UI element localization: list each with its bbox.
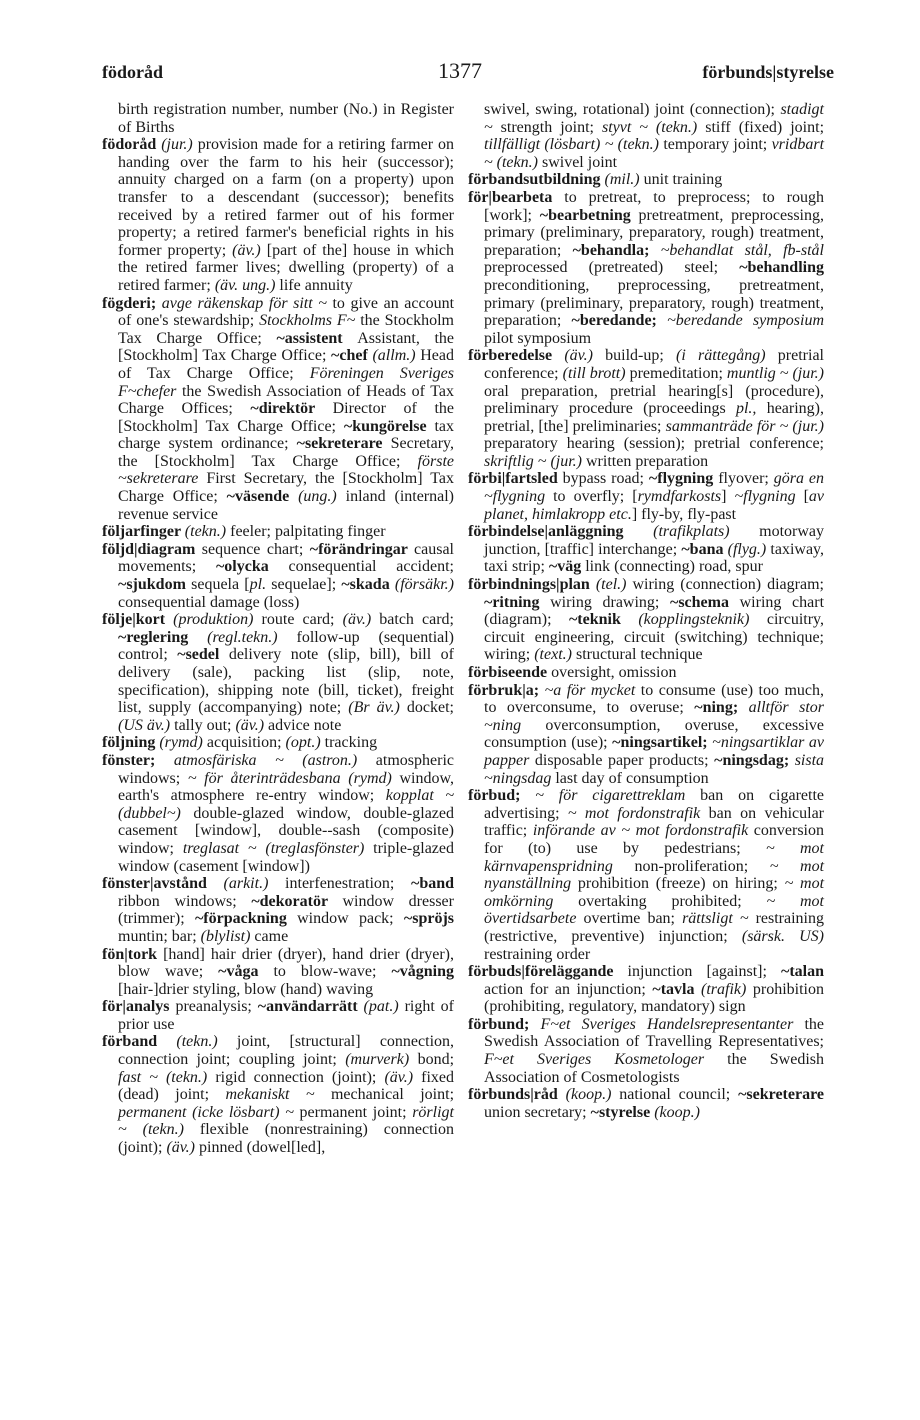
entry-text: advice note bbox=[268, 716, 342, 734]
entry-headword: ~sekreterare bbox=[296, 435, 391, 453]
entry-label: avge räkenskap för sitt ~ bbox=[161, 294, 333, 312]
entry-label: sammanträde för ~ (jur.) bbox=[665, 417, 824, 435]
entry-headword: förbiseende bbox=[468, 664, 552, 681]
entry-headword: förband bbox=[102, 1033, 177, 1051]
entry-text: route card; bbox=[261, 611, 343, 629]
entry-text: triple-glazed window (casement [window]) bbox=[118, 839, 454, 875]
entry-text: Secretary, the [Stockholm] Tax Charge Office; bbox=[118, 435, 455, 470]
entry-label: (tel.) bbox=[595, 576, 633, 594]
entry-text: Assistant, the [Stockholm] Tax Charge Office; bbox=[118, 329, 455, 365]
dictionary-entry bbox=[468, 664, 824, 682]
entry-text: taxiway, taxi strip; bbox=[484, 540, 824, 576]
entry-headword: ~förpackning bbox=[194, 910, 298, 928]
entry-headword: ~direktör bbox=[250, 400, 333, 418]
entry-text: strength joint; bbox=[500, 118, 602, 136]
entry-headword: ~olycka bbox=[215, 558, 289, 576]
dictionary-entry bbox=[468, 347, 824, 470]
entry-text: swivel, swing, rotational) joint (connection); bbox=[484, 101, 781, 118]
entry-text: pretrial conference; bbox=[484, 347, 824, 382]
entry-text: preprocessed (pretreated) steel; bbox=[484, 259, 740, 277]
dictionary-entry bbox=[102, 875, 454, 945]
entry-label: skriftlig ~ (jur.) bbox=[484, 452, 586, 470]
entry-text: link (connecting) road, spur bbox=[585, 558, 763, 576]
entry-label: (tekn.) bbox=[184, 523, 231, 541]
entry-label: muntlig ~ (jur.) bbox=[726, 364, 824, 382]
entry-text: [part of the] house in which the retired farmer lives; dwelling (property) of a retired farmer; bbox=[118, 241, 455, 294]
entry-label: (koop.) bbox=[565, 1086, 620, 1104]
dictionary-entry bbox=[468, 963, 824, 1016]
entry-label: ~ för återinträdesbana (rymd) bbox=[187, 769, 400, 787]
dictionary-entry bbox=[102, 998, 454, 1033]
entry-headword: ~skada bbox=[341, 576, 395, 594]
entry-text: [ bbox=[803, 488, 809, 506]
entry-text: interfenestration; bbox=[285, 875, 411, 893]
entry-text: [hand] hair drier (dryer), hand drier (dryer), blow wave; bbox=[118, 945, 455, 981]
entry-label: (äv.) bbox=[232, 241, 267, 259]
entry-text: [hair-]drier styling, blow (hand) waving bbox=[118, 980, 374, 998]
entry-text: written preparation bbox=[586, 452, 709, 470]
entry-headword: ~styrelse bbox=[590, 1103, 655, 1121]
entry-headword: ~ning; bbox=[694, 699, 749, 717]
entry-headword: förbud; bbox=[468, 787, 536, 805]
entry-label: (arkit.) bbox=[223, 875, 286, 893]
entry-text: consequential accident; bbox=[288, 558, 454, 576]
entry-label: treglasat ~ (treglasfönster) bbox=[182, 839, 374, 857]
entry-label: (trafikplats) bbox=[653, 523, 760, 541]
dictionary-entry bbox=[102, 136, 454, 294]
entry-headword: förbunds|råd bbox=[468, 1086, 566, 1104]
entry-text: rigid connection (joint); bbox=[215, 1068, 385, 1086]
entry-headword: ~vågning bbox=[391, 963, 454, 981]
entry-headword: ~teknik bbox=[568, 611, 639, 629]
entry-headword: ~reglering bbox=[118, 628, 208, 646]
entry-label: alltför stor ~ning bbox=[484, 699, 824, 734]
entry-headword: ~beredande; bbox=[571, 312, 668, 330]
entry-headword: förberedelse bbox=[468, 347, 565, 365]
entry-label: ~ mot övertidsarbete bbox=[484, 892, 824, 928]
entry-label: (äv.) bbox=[564, 347, 606, 365]
dictionary-entry bbox=[468, 189, 824, 347]
entry-label: (allm.) bbox=[372, 347, 421, 365]
entry-label: (till brott) bbox=[562, 364, 630, 382]
entry-text: provision made for a retiring farmer on handing over the farm to his heir (successor); annuity charged on a farm (on a property) upon transfer to a descendant (successor); benefits received by a retired farmer out of his former property; a retired farmer's beneficial rights in his former property; bbox=[118, 136, 454, 259]
entry-text: flexible (nonrestraining) connection (joint); bbox=[118, 1121, 454, 1157]
entry-text: wiring drawing; bbox=[550, 593, 670, 611]
entry-label: förste ~sekreterare bbox=[118, 452, 454, 488]
entry-headword: förbandsutbildning bbox=[468, 171, 605, 189]
entry-label: (ung.) bbox=[298, 488, 346, 506]
entry-text: ] fly-by, fly-past bbox=[631, 505, 737, 523]
entry-text: joint, [structural] connection, connection joint; coupling joint; bbox=[118, 1033, 455, 1069]
entry-label: (US äv.) bbox=[118, 716, 175, 734]
dictionary-entry bbox=[102, 523, 454, 541]
entry-text: birth registration number, number (No.) in Register of Births bbox=[118, 101, 454, 136]
entry-text: oral preparation, pretrial hearing[s] (procedure), preliminary procedure (proceedings bbox=[484, 382, 824, 418]
dictionary-entry bbox=[468, 101, 824, 171]
page-number: 1377 bbox=[438, 58, 482, 83]
entry-text: came bbox=[254, 927, 289, 945]
entry-headword: följe|kort bbox=[102, 611, 174, 629]
entry-text: action for an injunction; bbox=[484, 980, 653, 998]
dictionary-entry bbox=[468, 523, 824, 576]
entry-text: preconditioning, preprocessing, pretreatment, primary (preliminary, preparatory, rough) treatment, preparation; bbox=[484, 276, 824, 330]
entry-label: pl., bbox=[735, 400, 767, 418]
entry-label: tillfälligt (lösbart) ~ (tekn.) bbox=[484, 136, 664, 154]
entry-headword: födoråd bbox=[102, 136, 162, 154]
entry-text: window, earth's atmosphere re-entry window; bbox=[118, 769, 454, 805]
entry-text: oversight, omission bbox=[551, 664, 677, 681]
entry-headword: ~behandla; bbox=[572, 241, 661, 259]
entry-label: (äv.) bbox=[342, 611, 380, 629]
entry-label: (opt.) bbox=[285, 734, 325, 752]
entry-text: injunction [against]; bbox=[627, 963, 781, 981]
entry-label: (äv.) bbox=[235, 716, 269, 734]
entry-text: last day of consumption bbox=[555, 769, 709, 787]
entry-label: (koop.) bbox=[654, 1103, 700, 1121]
entry-headword: fögderi; bbox=[102, 294, 162, 312]
dictionary-entry bbox=[102, 752, 454, 875]
entry-label: rymdfarkosts bbox=[637, 488, 722, 506]
entry-text: temporary joint; bbox=[663, 136, 772, 154]
entry-label: (jur.) bbox=[161, 136, 198, 154]
entry-label: styvt ~ (tekn.) bbox=[601, 118, 706, 136]
entry-text: pinned (dowel[led], bbox=[199, 1139, 326, 1157]
entry-label: (äv. ung.) bbox=[214, 276, 280, 294]
entry-text: bond; bbox=[417, 1051, 455, 1069]
entry-headword: fönster|avstånd bbox=[102, 875, 224, 893]
entry-label: införande av ~ mot fordonstrafik bbox=[532, 822, 754, 840]
dictionary-entry bbox=[468, 171, 824, 189]
entry-label: av planet, himlakropp etc. bbox=[484, 488, 825, 523]
entry-text: causal movements; bbox=[118, 540, 454, 576]
entry-label: ~ för cigarettreklam bbox=[535, 787, 701, 805]
entry-headword: ~chef bbox=[331, 347, 373, 365]
entry-label: sista ~ningsdag bbox=[484, 751, 825, 787]
entry-text: fixed (dead) joint; bbox=[118, 1068, 455, 1104]
entry-text: atmospheric windows; bbox=[118, 751, 454, 787]
entry-label: F~et Sveriges Kosmetologer bbox=[484, 1051, 728, 1069]
entry-label: mekaniskt ~ bbox=[225, 1086, 331, 1104]
entry-label: ~ningsartiklar av papper bbox=[484, 734, 825, 769]
entry-text: the Swedish Association of Travelling Representatives; bbox=[484, 1015, 824, 1051]
entry-text: bypass road; bbox=[562, 470, 649, 488]
entry-headword: ~flygning bbox=[648, 470, 719, 488]
entry-text: non-proliferation; bbox=[634, 857, 770, 875]
entry-text: batch card; bbox=[379, 611, 455, 629]
entry-label: Föreningen Sveriges F~chefer bbox=[118, 364, 454, 400]
dictionary-entry bbox=[102, 295, 454, 524]
entry-text: life annuity bbox=[279, 276, 353, 294]
entry-headword: ~våga bbox=[218, 963, 274, 981]
entry-headword: följarfinger bbox=[102, 523, 185, 541]
dictionary-entry bbox=[468, 682, 824, 788]
entry-text: preanalysis; bbox=[175, 998, 258, 1016]
entry-label: (produktion) bbox=[173, 611, 262, 629]
entry-text: sequence chart; bbox=[201, 540, 310, 558]
entry-label: rörligt ~ (tekn.) bbox=[118, 1103, 454, 1139]
entry-text: wiring (connection) diagram; bbox=[632, 576, 824, 594]
entry-label: ~behandlat stål, fb-stål bbox=[660, 241, 824, 259]
entry-headword: ~användarrätt bbox=[257, 998, 364, 1016]
entry-label: ~ mot fordonstrafik bbox=[567, 804, 709, 822]
entry-headword: ~ningsdag; bbox=[714, 751, 795, 769]
entry-text: tally out; bbox=[174, 716, 236, 734]
entry-text: acquisition; bbox=[206, 734, 286, 752]
entry-label: (regl.tekn.) bbox=[207, 628, 297, 646]
entry-text: the Swedish Association of Heads of Tax Charge Offices; bbox=[118, 382, 454, 418]
entry-text: pilot symposium bbox=[484, 329, 592, 347]
entry-label: F~et Sveriges Handelsrepresentanter bbox=[540, 1015, 805, 1033]
left-column bbox=[102, 101, 454, 1157]
entry-headword: ~ningsartikel; bbox=[612, 734, 713, 752]
entry-text: restraining (restrictive, preventive) injunction; bbox=[484, 910, 824, 945]
entry-label: Stockholms F~ bbox=[259, 312, 361, 330]
entry-headword: ~sedel bbox=[177, 646, 229, 664]
dictionary-entry bbox=[102, 541, 454, 611]
entry-text: tax charge system ordinance; bbox=[118, 417, 455, 453]
entry-text: ban on vehicular traffic; bbox=[484, 804, 824, 840]
entry-headword: ~sekreterare bbox=[738, 1086, 824, 1104]
entry-label: (blylist) bbox=[200, 927, 255, 945]
entry-label: ~ mot omkörning bbox=[484, 875, 825, 910]
entry-text: to blow-wave; bbox=[273, 963, 392, 981]
entry-headword: ~band bbox=[411, 875, 455, 893]
dictionary-entry bbox=[102, 734, 454, 752]
entry-label: fast ~ (tekn.) bbox=[118, 1068, 216, 1086]
entry-text: stiff (fixed) joint; bbox=[705, 118, 825, 136]
entry-headword: ~behandling bbox=[739, 259, 824, 277]
entry-headword: förbund; bbox=[468, 1015, 541, 1033]
entry-label: pl. bbox=[249, 576, 272, 594]
entry-label: (försäkr.) bbox=[394, 576, 454, 594]
entry-headword: ~förändringar bbox=[309, 540, 415, 558]
entry-text: conversion for (to) use by pedestrians; bbox=[484, 822, 824, 857]
entry-text: swivel joint bbox=[541, 153, 618, 171]
entry-headword: ~ritning bbox=[484, 593, 551, 611]
dictionary-entry bbox=[102, 101, 454, 136]
entry-text: union secretary; bbox=[484, 1103, 591, 1121]
entry-headword: ~sjukdom bbox=[118, 576, 192, 594]
entry-text: prohibition (freeze) on hiring; bbox=[577, 875, 785, 893]
entry-label: (mil.) bbox=[604, 171, 644, 189]
entry-headword: förbindnings|plan bbox=[468, 576, 596, 594]
entry-text: permanent joint; bbox=[299, 1103, 413, 1121]
entry-label: (murverk) bbox=[345, 1051, 418, 1069]
entry-text: build-up; bbox=[605, 347, 677, 365]
right-column bbox=[468, 101, 824, 1121]
entry-headword: följning bbox=[102, 734, 160, 752]
entry-headword: förbindelse|anläggning bbox=[468, 523, 654, 541]
entry-text: First Secretary, the [Stockholm] Tax Charge Office; bbox=[118, 470, 455, 506]
entry-text: the Stockholm Tax Charge Office; bbox=[118, 312, 454, 347]
entry-label: ~flygning bbox=[734, 488, 804, 506]
entry-text: motorway junction, [traffic] interchange; bbox=[484, 523, 824, 558]
entry-label: ~beredande symposium bbox=[667, 312, 825, 330]
entry-label: (flyg.) bbox=[727, 540, 771, 558]
entry-text: prohibition (prohibiting, regulatory, mandatory) sign bbox=[484, 980, 824, 1016]
entry-text: ] bbox=[721, 488, 735, 506]
entry-text: circuitry, circuit engineering, circuit (switching) technique; wiring; bbox=[484, 611, 825, 664]
entry-text: muntin; bar; bbox=[118, 927, 201, 945]
entry-text: to consume (use) too much, to overconsume, to overuse; bbox=[484, 681, 825, 717]
entry-text: overtime ban; bbox=[583, 910, 683, 928]
entry-text: docket; bbox=[406, 699, 454, 717]
entry-label: kopplat ~ (dubbel~) bbox=[118, 787, 455, 822]
entry-label: (äv.) bbox=[166, 1139, 200, 1157]
right-guide-word: förbunds|styrelse bbox=[702, 62, 834, 82]
entry-label: (Br äv.) bbox=[348, 699, 407, 717]
entry-text: follow-up (sequential) control; bbox=[118, 628, 455, 664]
entry-headword: för|analys bbox=[102, 998, 176, 1016]
entry-text: sequelae]; bbox=[271, 576, 342, 594]
entry-label: (särsk. US) bbox=[741, 927, 824, 945]
entry-text: premeditation; bbox=[629, 364, 727, 382]
entry-text: restraining order bbox=[484, 945, 591, 963]
entry-headword: följd|diagram bbox=[102, 540, 202, 558]
entry-label: (trafik) bbox=[701, 980, 753, 998]
entry-headword: ~schema bbox=[670, 593, 740, 611]
left-guide-word: födoråd bbox=[102, 62, 164, 82]
entry-text: ribbon windows; bbox=[118, 892, 252, 910]
entry-label: ~ mot kärnvapenspridning bbox=[484, 839, 824, 875]
entry-label: ~ mot nyanställning bbox=[484, 857, 825, 893]
entry-label: vridbart ~ (tekn.) bbox=[484, 136, 825, 171]
dictionary-entry bbox=[102, 1033, 454, 1156]
dictionary-entry bbox=[102, 946, 454, 999]
entry-text: to give an account of one's stewardship; bbox=[118, 294, 455, 330]
entry-text: mechanical joint; bbox=[330, 1086, 455, 1104]
entry-headword: ~kungörelse bbox=[343, 417, 435, 435]
entry-headword: för|bearbeta bbox=[468, 188, 565, 206]
entry-label: (rymd) bbox=[159, 734, 207, 752]
entry-headword: fönster; bbox=[102, 751, 174, 769]
dictionary-entry bbox=[468, 470, 824, 523]
entry-text: window dresser (trimmer); bbox=[118, 892, 454, 928]
entry-headword: ~talan bbox=[781, 963, 824, 981]
entry-text: pretreatment, preprocessing, primary (preliminary, preparatory, rough) treatment, preparation; bbox=[484, 206, 825, 259]
entry-headword: fön|tork bbox=[102, 945, 164, 963]
entry-headword: ~spröjs bbox=[403, 910, 455, 928]
entry-text: national council; bbox=[619, 1086, 739, 1104]
entry-text: Director of the [Stockholm] Tax Charge Office; bbox=[118, 400, 455, 435]
entry-text: sequela [ bbox=[191, 576, 250, 594]
dictionary-entry bbox=[102, 611, 454, 734]
dictionary-entry bbox=[468, 787, 824, 963]
entry-headword: ~assistent bbox=[276, 329, 358, 347]
entry-text: right of prior use bbox=[118, 998, 455, 1033]
entry-headword: ~väsende bbox=[226, 488, 299, 506]
entry-label: rättsligt ~ bbox=[682, 910, 756, 928]
entry-label: permanent (icke lösbart) ~ bbox=[118, 1103, 300, 1121]
entry-headword: förbi|fartsled bbox=[468, 470, 563, 488]
entry-headword: förbruk|a; bbox=[468, 681, 545, 699]
entry-text: overtaking prohibited; bbox=[578, 892, 767, 910]
entry-headword: ~dekoratör bbox=[251, 892, 343, 910]
entry-text: double-glazed window, double-glazed casement [window], double--sash (composite) window; bbox=[118, 804, 455, 857]
entry-text: to overfly; [ bbox=[553, 488, 638, 506]
entry-headword: ~väg bbox=[548, 558, 586, 576]
entry-label: (äv.) bbox=[384, 1068, 422, 1086]
entry-label: ~a för mycket bbox=[544, 681, 641, 699]
entry-text: preparatory hearing (session); pretrial conference; bbox=[484, 435, 824, 453]
entry-label: stadigt ~ bbox=[484, 101, 824, 136]
entry-headword: förbuds|föreläggande bbox=[468, 963, 628, 981]
dictionary-entry bbox=[468, 1086, 824, 1121]
entry-text: to pretreat, to preprocess; to rough [work]; bbox=[484, 188, 825, 224]
dictionary-entry bbox=[468, 1016, 824, 1086]
entry-headword: ~tavla bbox=[652, 980, 702, 998]
entry-text: the Swedish Association of Cosmetologists bbox=[484, 1051, 824, 1086]
entry-text: tracking bbox=[324, 734, 378, 752]
entry-label: (kopplingsteknik) bbox=[638, 611, 767, 629]
entry-label: (text.) bbox=[534, 646, 576, 664]
entry-text: structural technique bbox=[575, 646, 703, 664]
entry-text: wiring chart (diagram); bbox=[484, 593, 825, 629]
entry-text: feeler; palpitating finger bbox=[230, 523, 386, 541]
entry-text: consequential damage (loss) bbox=[118, 593, 300, 611]
entry-label: (pat.) bbox=[363, 998, 405, 1016]
entry-label: atmosfäriska ~ (astron.) bbox=[173, 751, 376, 769]
entry-text: inland (internal) revenue service bbox=[118, 488, 455, 523]
entry-text: overconsumption, overuse, excessive consumption (use); bbox=[484, 716, 825, 752]
entry-text: disposable paper products; bbox=[534, 751, 715, 769]
entry-text: ban on cigarette advertising; bbox=[484, 787, 825, 822]
entry-label: (i rättegång) bbox=[676, 347, 778, 365]
entry-headword: ~bearbetning bbox=[539, 206, 639, 224]
dictionary-entry bbox=[468, 576, 824, 664]
entry-text: flyover; bbox=[718, 470, 774, 488]
entry-text: Head of Tax Charge Office; bbox=[118, 347, 454, 382]
entry-text: window pack; bbox=[297, 910, 404, 928]
entry-text: delivery note (slip, bill), bill of delivery (sale), packing list (slip, note, specification), shipping note (bill, ticket), freight list, supply (accompanying) note; bbox=[118, 646, 454, 717]
entry-label: göra en ~flygning bbox=[484, 470, 825, 506]
entry-headword: ~bana bbox=[681, 540, 728, 558]
entry-text: unit training bbox=[643, 171, 723, 189]
entry-text: hearing), pretrial, [the] preliminaries; bbox=[484, 400, 824, 435]
entry-label: (tekn.) bbox=[176, 1033, 237, 1051]
